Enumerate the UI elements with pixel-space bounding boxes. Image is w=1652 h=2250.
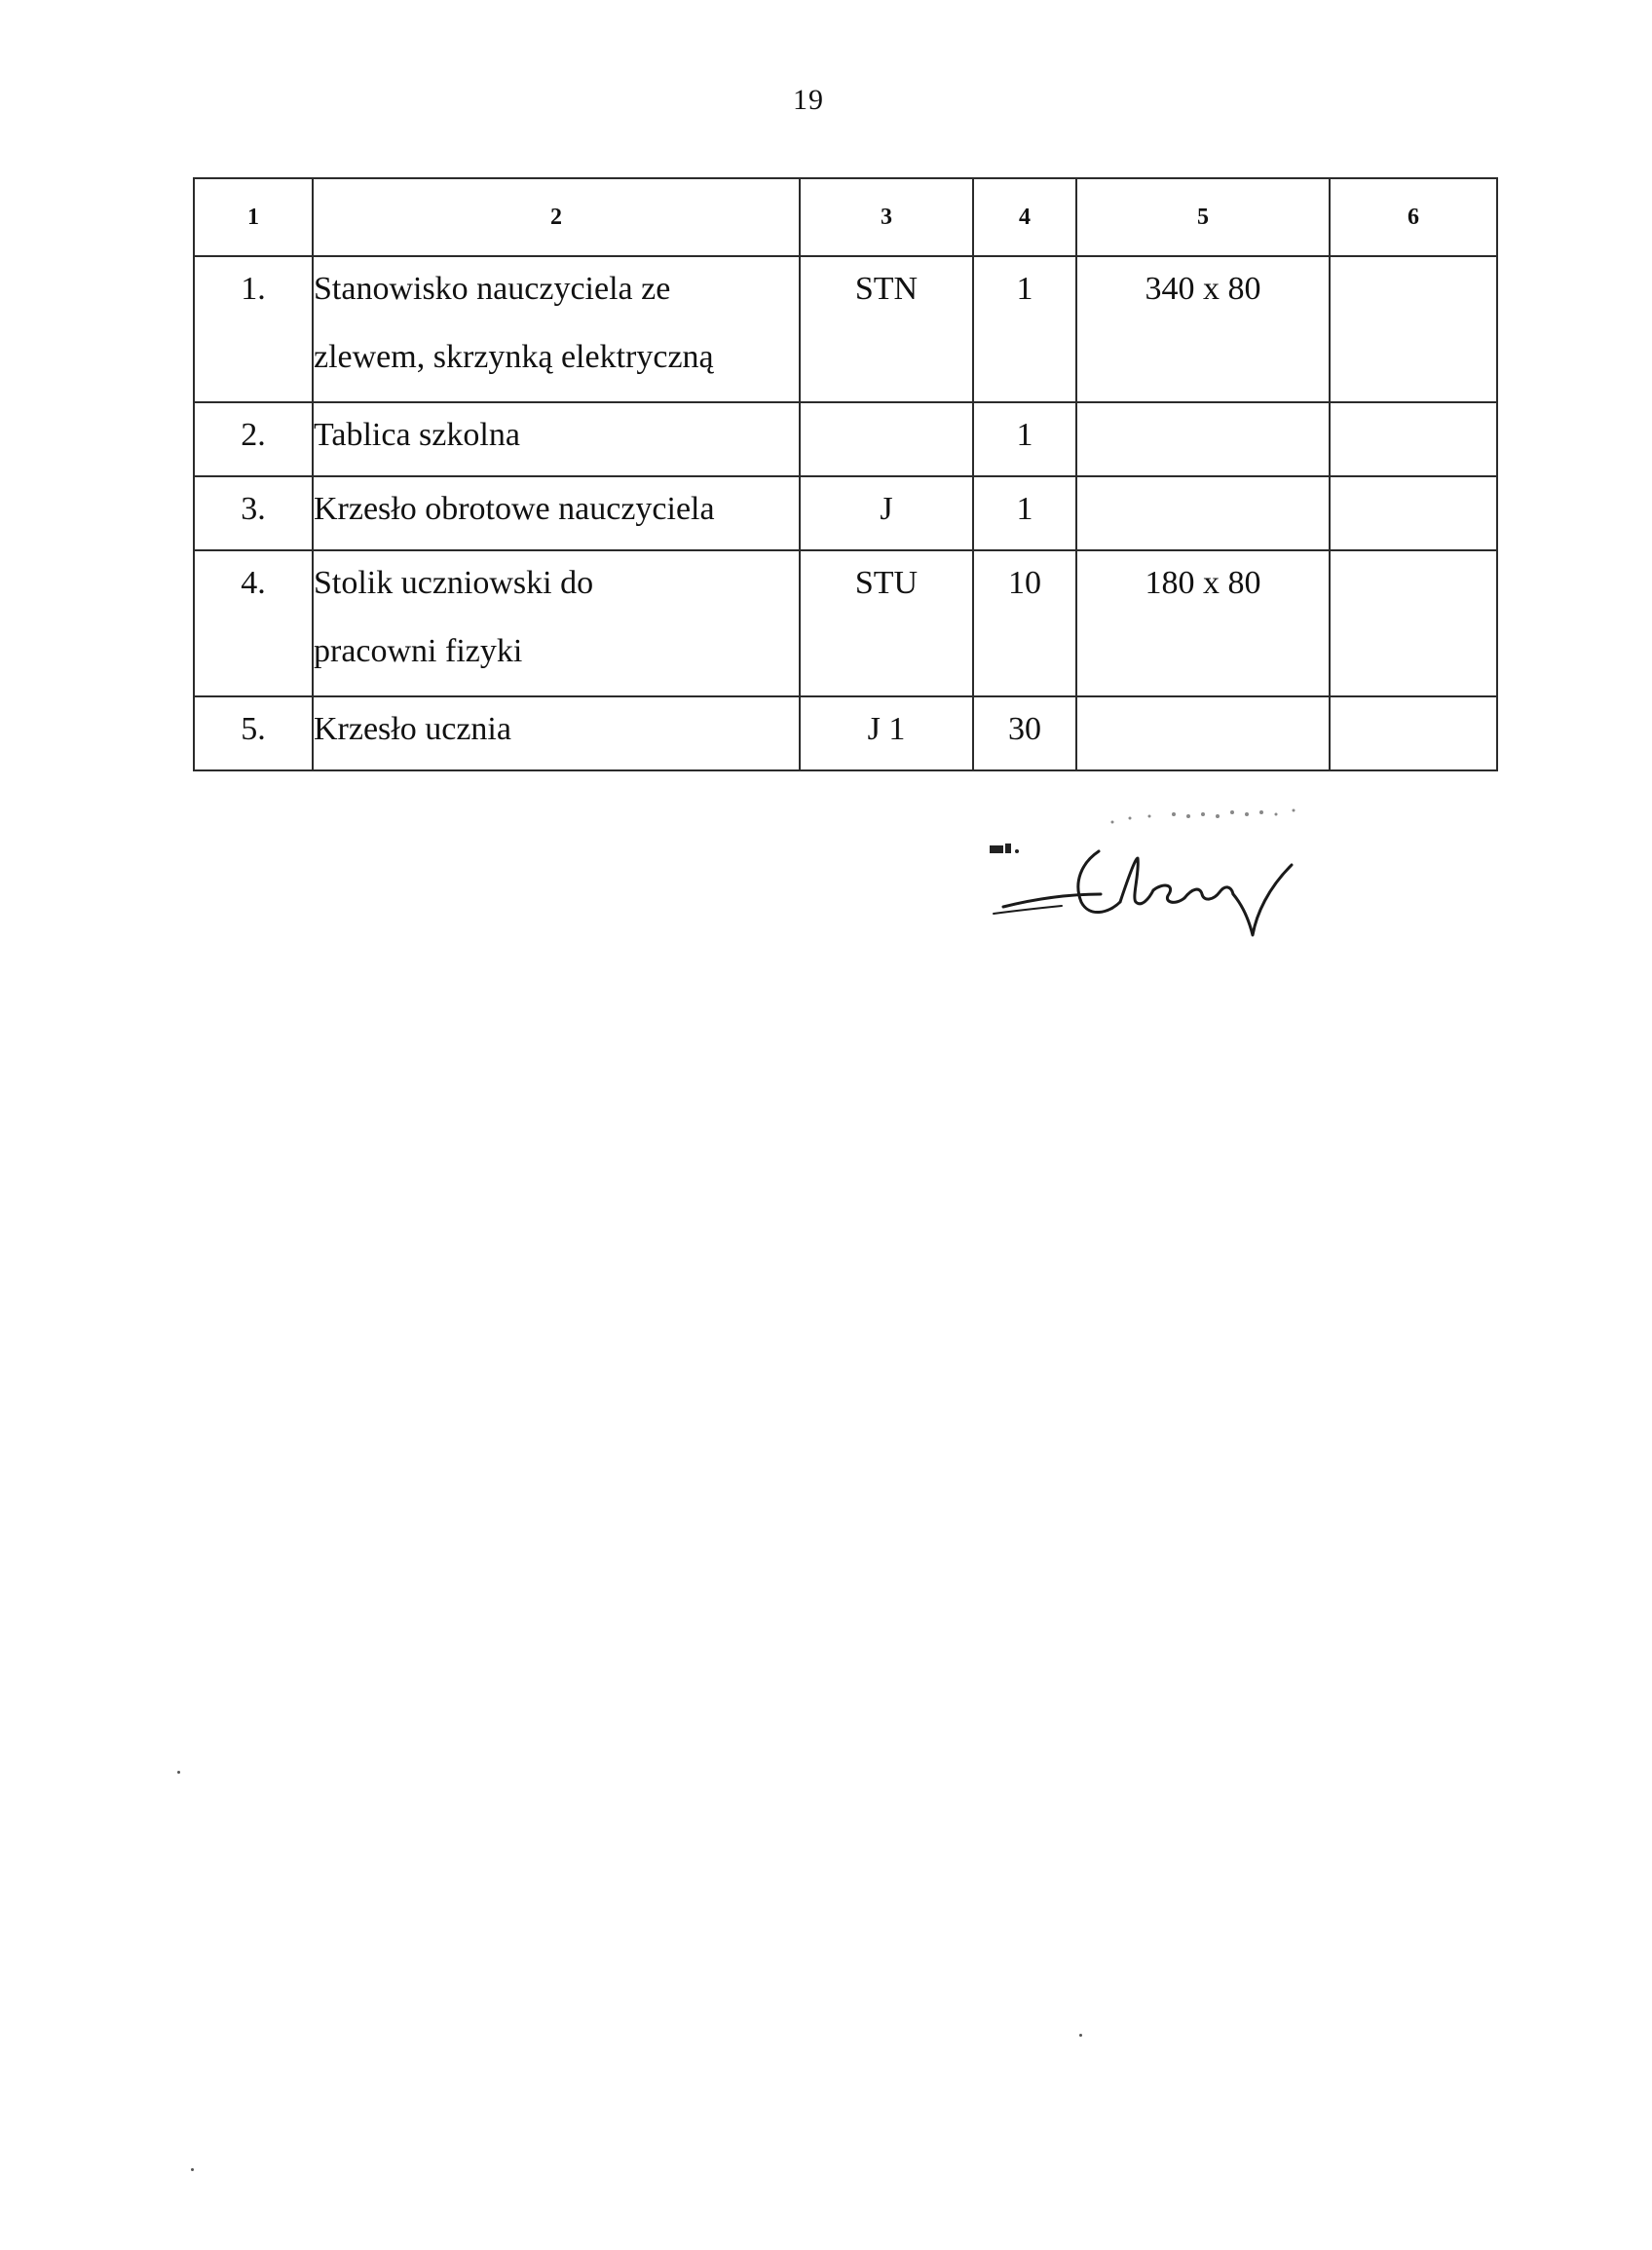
table-row [194, 476, 1497, 550]
item-name-line-2: pracowni fizyki [314, 633, 523, 669]
item-name [313, 256, 800, 402]
item-name: Krzesło obrotowe nauczyciela [313, 476, 800, 550]
item-notes [1330, 476, 1497, 550]
item-symbol [800, 402, 973, 476]
row-number: 3. [194, 476, 313, 550]
item-dimensions: 340 x 80 [1076, 256, 1330, 402]
item-symbol: J [800, 476, 973, 550]
item-name-line-1: Stolik uczniowski do [314, 565, 594, 601]
item-quantity: 10 [973, 550, 1076, 696]
header-col-2: 2 [313, 178, 800, 256]
row-number: 2. [194, 402, 313, 476]
item-symbol: J 1 [800, 696, 973, 770]
header-col-1: 1 [194, 178, 313, 256]
item-name: Krzesło ucznia [313, 696, 800, 770]
header-col-4: 4 [973, 178, 1076, 256]
table-row [194, 696, 1497, 770]
header-col-3: 3 [800, 178, 973, 256]
scan-speck [177, 1771, 180, 1774]
item-dimensions: 180 x 80 [1076, 550, 1330, 696]
item-name-line-1: Stanowisko nauczyciela ze [314, 271, 671, 307]
item-dimensions [1076, 476, 1330, 550]
row-number: 4. [194, 550, 313, 696]
header-col-5: 5 [1076, 178, 1330, 256]
item-dimensions [1076, 402, 1330, 476]
item-notes [1330, 550, 1497, 696]
header-col-6: 6 [1330, 178, 1497, 256]
row-number: 1. [194, 256, 313, 402]
item-quantity: 30 [973, 696, 1076, 770]
table-row [194, 402, 1497, 476]
item-name: Tablica szkolna [313, 402, 800, 476]
handwritten-signature [984, 805, 1334, 960]
item-dimensions [1076, 696, 1330, 770]
row-number: 5. [194, 696, 313, 770]
item-quantity: 1 [973, 402, 1076, 476]
item-name [313, 550, 800, 696]
equipment-table [193, 177, 1498, 771]
page-number: 19 [793, 84, 824, 116]
header-row [194, 178, 1497, 256]
item-quantity: 1 [973, 476, 1076, 550]
scan-speck [191, 2168, 194, 2171]
item-quantity: 1 [973, 256, 1076, 402]
item-name-line-2: zlewem, skrzynką elektryczną [314, 339, 714, 375]
table-row [194, 550, 1497, 696]
scan-speck [1079, 2034, 1082, 2037]
table-row [194, 256, 1497, 402]
item-notes [1330, 256, 1497, 402]
item-symbol: STU [800, 550, 973, 696]
item-symbol: STN [800, 256, 973, 402]
item-notes [1330, 696, 1497, 770]
item-notes [1330, 402, 1497, 476]
